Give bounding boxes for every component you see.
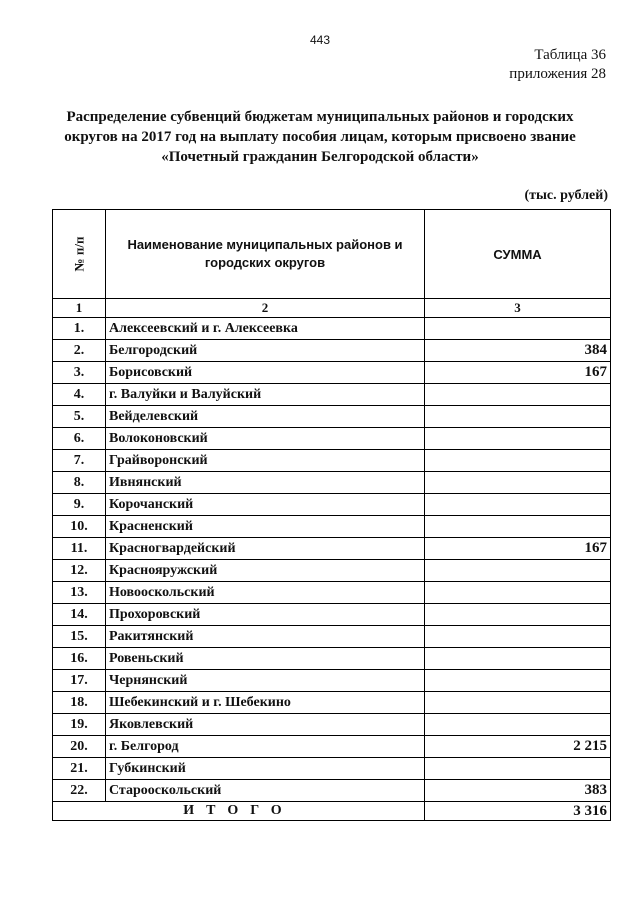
district-name: Шебекинский и г. Шебекино — [106, 692, 425, 714]
amount-cell: 383 — [425, 780, 611, 802]
district-name: Вейделевский — [106, 406, 425, 428]
row-number: 3. — [53, 362, 106, 384]
amount-cell — [425, 582, 611, 604]
table-number: Таблица 36 — [534, 47, 606, 63]
district-name: Ракитянский — [106, 626, 425, 648]
table-row — [53, 626, 611, 648]
table-row — [53, 318, 611, 340]
amount-cell — [425, 626, 611, 648]
appendix-number: приложения 28 — [509, 66, 606, 82]
amount-cell — [425, 714, 611, 736]
row-number: 1. — [53, 318, 106, 340]
total-amount: 3 316 — [425, 802, 611, 821]
table-row — [53, 340, 611, 362]
table-row — [53, 538, 611, 560]
page-number: 443 — [309, 33, 331, 47]
district-name: Ивнянский — [106, 472, 425, 494]
table-row — [53, 362, 611, 384]
table-row — [53, 758, 611, 780]
amount-cell: 384 — [425, 340, 611, 362]
district-name: Чернянский — [106, 670, 425, 692]
row-number: 14. — [53, 604, 106, 626]
amount-cell — [425, 318, 611, 340]
header-number: № п/п — [53, 210, 106, 299]
table-row — [53, 692, 611, 714]
amount-cell — [425, 692, 611, 714]
row-number: 16. — [53, 648, 106, 670]
amount-cell — [425, 560, 611, 582]
district-name: Белгородский — [106, 340, 425, 362]
district-name: Борисовский — [106, 362, 425, 384]
table-row — [53, 428, 611, 450]
amount-cell — [425, 516, 611, 538]
row-number: 21. — [53, 758, 106, 780]
row-number: 9. — [53, 494, 106, 516]
district-name: Красногвардейский — [106, 538, 425, 560]
table-row — [53, 670, 611, 692]
table-row — [53, 560, 611, 582]
amount-cell: 167 — [425, 362, 611, 384]
table-row — [53, 736, 611, 758]
row-number: 18. — [53, 692, 106, 714]
district-name: Прохоровский — [106, 604, 425, 626]
amount-cell — [425, 428, 611, 450]
table-row — [53, 582, 611, 604]
amount-cell: 167 — [425, 538, 611, 560]
row-number: 22. — [53, 780, 106, 802]
row-number: 13. — [53, 582, 106, 604]
column-index: 3 — [425, 299, 611, 318]
amount-cell — [425, 494, 611, 516]
amount-cell — [425, 648, 611, 670]
district-name: г. Белгород — [106, 736, 425, 758]
table-row — [53, 516, 611, 538]
district-name: Яковлевский — [106, 714, 425, 736]
table-row — [53, 450, 611, 472]
district-name: Новооскольский — [106, 582, 425, 604]
row-number: 15. — [53, 626, 106, 648]
district-name: Старооскольский — [106, 780, 425, 802]
total-row — [53, 802, 611, 821]
amount-cell — [425, 758, 611, 780]
district-name: г. Валуйки и Валуйский — [106, 384, 425, 406]
district-name: Корочанский — [106, 494, 425, 516]
distribution-table — [52, 209, 611, 821]
document-title: Распределение субвенций бюджетам муниципальных районов и городских округов на 2017 год на выплату пособия лицам, которым присвоено звание «Почетный гражданин Белгородской области» — [64, 109, 576, 165]
row-number: 5. — [53, 406, 106, 428]
header-name: Наименование муниципальных районов и городских округов — [106, 210, 425, 299]
table-reference — [509, 46, 606, 84]
column-index: 1 — [53, 299, 106, 318]
row-number: 2. — [53, 340, 106, 362]
table-row — [53, 384, 611, 406]
amount-cell: 2 215 — [425, 736, 611, 758]
district-name: Алексеевский и г. Алексеевка — [106, 318, 425, 340]
table-row — [53, 604, 611, 626]
table-row — [53, 648, 611, 670]
row-number: 4. — [53, 384, 106, 406]
table-row — [53, 780, 611, 802]
row-number: 8. — [53, 472, 106, 494]
district-name: Волоконовский — [106, 428, 425, 450]
row-number: 20. — [53, 736, 106, 758]
row-number: 7. — [53, 450, 106, 472]
row-number: 19. — [53, 714, 106, 736]
units-label: (тыс. рублей) — [524, 188, 608, 203]
district-name: Красненский — [106, 516, 425, 538]
table-header-row — [53, 210, 611, 299]
amount-cell — [425, 670, 611, 692]
amount-cell — [425, 384, 611, 406]
amount-cell — [425, 472, 611, 494]
table-row — [53, 494, 611, 516]
column-index: 2 — [106, 299, 425, 318]
column-index-row — [53, 299, 611, 318]
table-row — [53, 472, 611, 494]
header-sum: СУММА — [425, 210, 611, 299]
district-name: Грайворонский — [106, 450, 425, 472]
amount-cell — [425, 406, 611, 428]
row-number: 10. — [53, 516, 106, 538]
district-name: Губкинский — [106, 758, 425, 780]
table-row — [53, 406, 611, 428]
district-name: Краснояружский — [106, 560, 425, 582]
table-row — [53, 714, 611, 736]
amount-cell — [425, 450, 611, 472]
amount-cell — [425, 604, 611, 626]
district-name: Ровеньский — [106, 648, 425, 670]
total-label: ИТОГО — [53, 802, 425, 821]
row-number: 17. — [53, 670, 106, 692]
row-number: 11. — [53, 538, 106, 560]
row-number: 12. — [53, 560, 106, 582]
row-number: 6. — [53, 428, 106, 450]
